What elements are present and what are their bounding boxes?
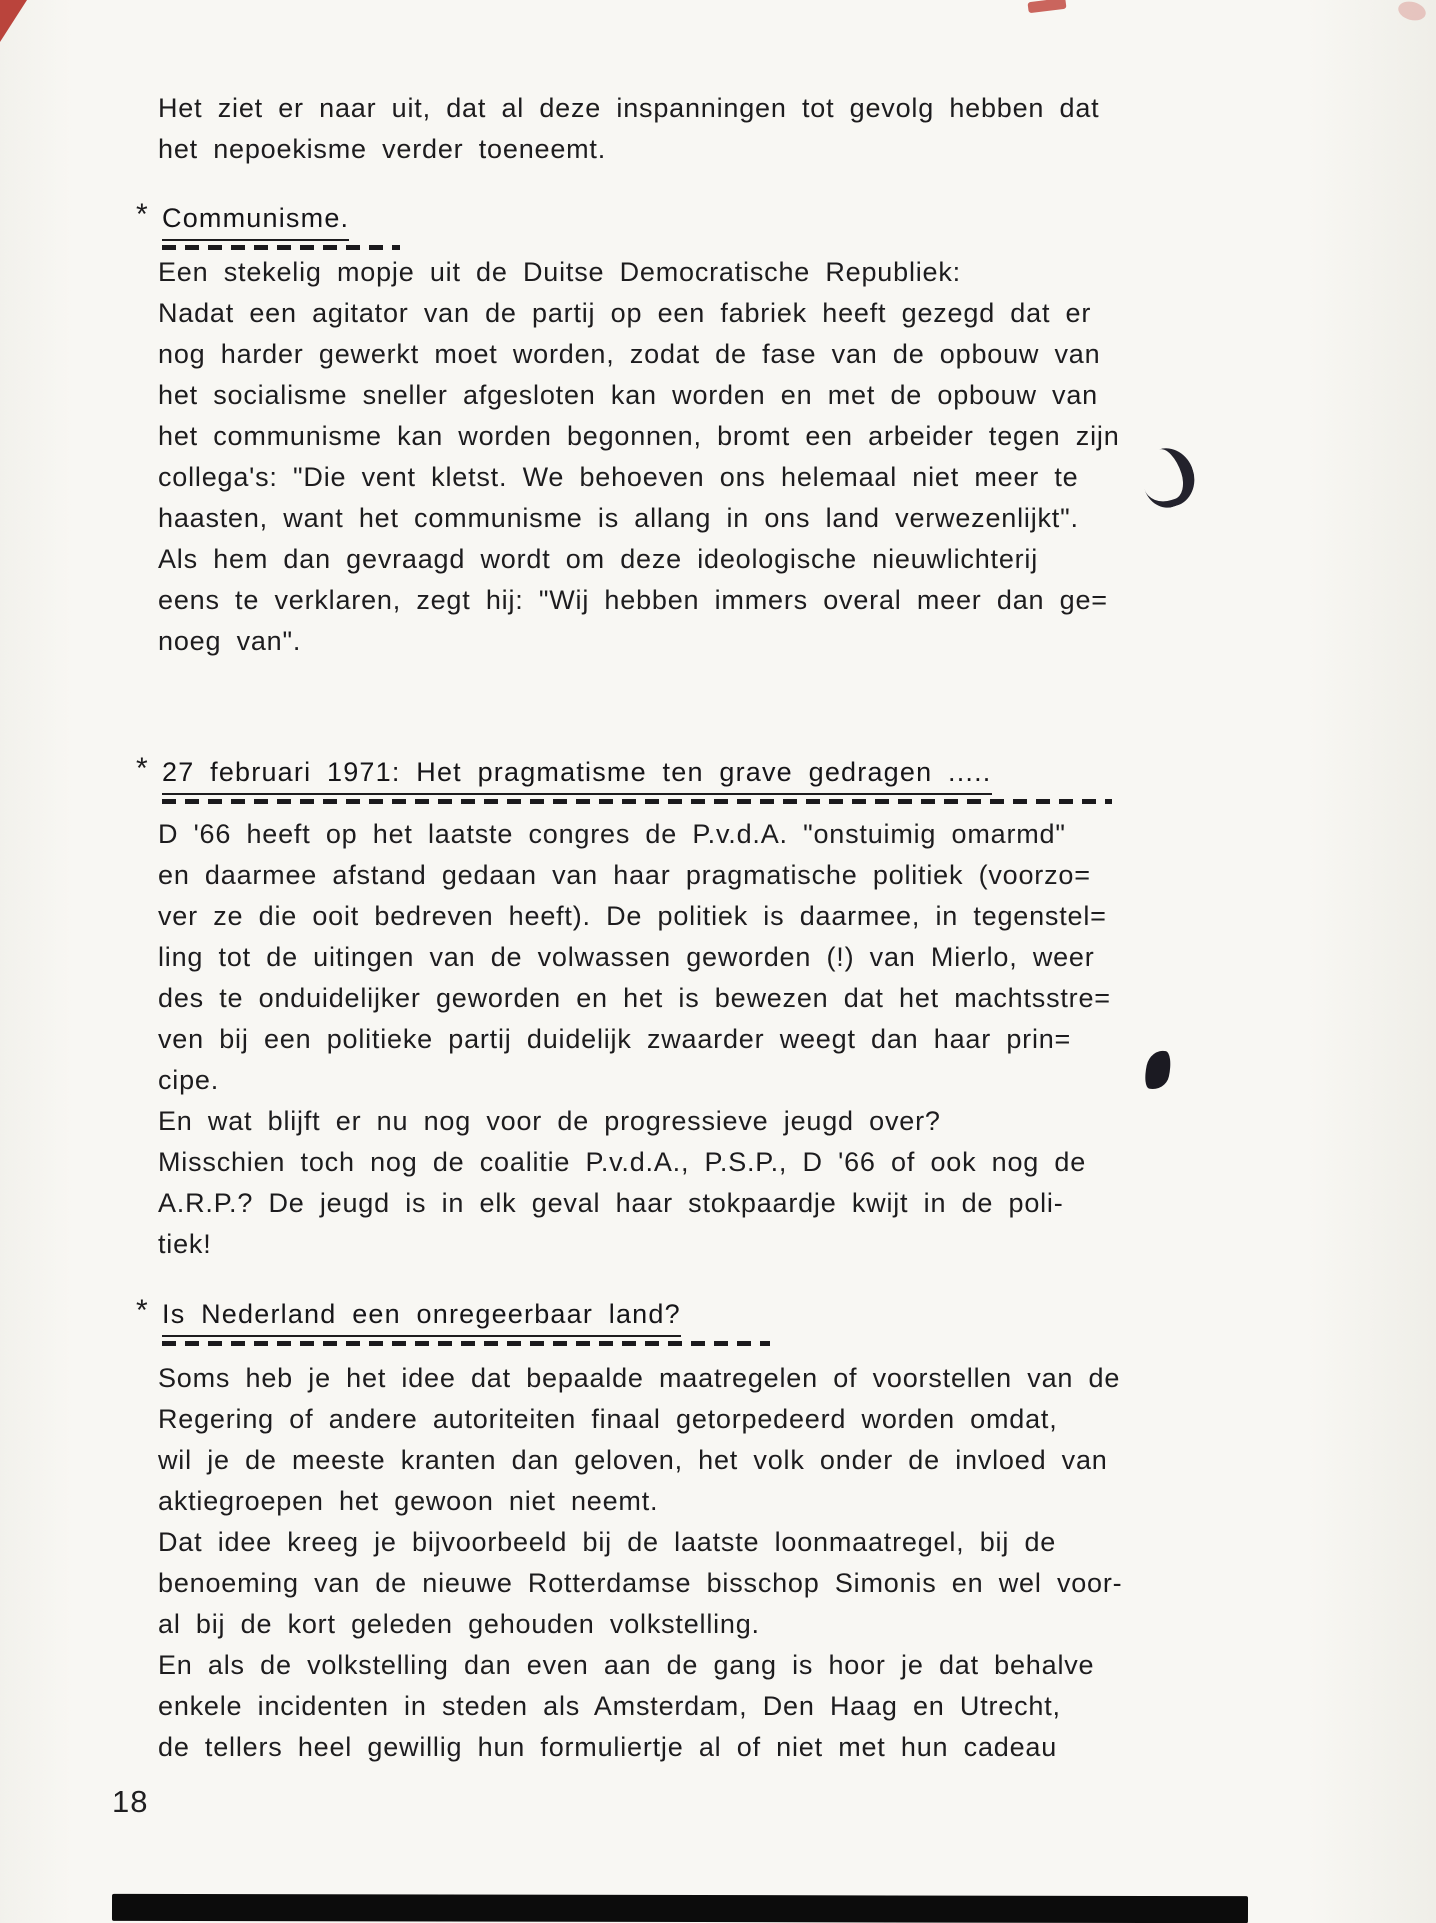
ink-blot [1142, 1048, 1174, 1092]
text-line: Het ziet er naar uit, dat al deze inspanningen tot gevolg hebben dat [158, 93, 1100, 123]
text-line: de tellers heel gewillig hun formuliertje al of niet met hun cadeau [158, 1732, 1058, 1762]
dashed-underline [162, 799, 1112, 804]
text-line: Als hem dan gevraagd wordt om deze ideologische nieuwlichterij [158, 544, 1039, 574]
section-title: Communisme. [162, 200, 349, 241]
red-pen-mark [1027, 0, 1066, 13]
text-line: en daarmee afstand gedaan van haar pragmatische politiek (voorzo= [158, 860, 1091, 890]
red-pen-mark [0, 0, 27, 42]
section-paragraph-communisme [158, 252, 1120, 662]
asterisk-marker: * [136, 752, 149, 785]
text-line: Dat idee kreeg je bijvoorbeeld bij de laatste loonmaatregel, bij de [158, 1527, 1057, 1557]
section-title: Is Nederland een onregeerbaar land? [162, 1296, 681, 1337]
text-line: eens te verklaren, zegt hij: "Wij hebben immers overal meer dan ge= [158, 585, 1108, 615]
section-paragraph-onregeerbaar-land [158, 1358, 1122, 1768]
section-heading-pragmatisme [136, 752, 1112, 804]
pink-smudge-mark [1396, 0, 1428, 23]
asterisk-marker: * [136, 198, 149, 231]
intro-paragraph [158, 88, 1099, 170]
text-line: Soms heb je het idee dat bepaalde maatregelen of voorstellen van de [158, 1363, 1121, 1393]
page-number: 18 [112, 1784, 149, 1819]
text-line: D '66 heeft op het laatste congres de P.v.d.A. "onstuimig omarmd" [158, 819, 1066, 849]
text-line: Misschien toch nog de coalitie P.v.d.A., P.S.P., D '66 of ook nog de [158, 1147, 1087, 1177]
text-line: aktiegroepen het gewoon niet neemt. [158, 1486, 659, 1516]
text-line: En wat blijft er nu nog voor de progressieve jeugd over? [158, 1106, 941, 1136]
text-line: Regering of andere autoriteiten finaal getorpedeerd worden omdat, [158, 1404, 1058, 1434]
text-line: Nadat een agitator van de partij op een fabriek heeft gezegd dat er [158, 298, 1092, 328]
text-line: des te onduidelijker geworden en het is bewezen dat het machtsstre= [158, 983, 1111, 1013]
section-title: 27 februari 1971: Het pragmatisme ten grave gedragen ..... [162, 754, 992, 795]
section-heading-communisme [136, 198, 400, 250]
dashed-underline [162, 245, 400, 250]
text-line: enkele incidenten in steden als Amsterdam, Den Haag en Utrecht, [158, 1691, 1061, 1721]
text-line: het socialisme sneller afgesloten kan worden en met de opbouw van [158, 380, 1098, 410]
text-line: Een stekelig mopje uit de Duitse Democratische Republiek: [158, 257, 961, 287]
text-line: ling tot de uitingen van de volwassen geworden (!) van Mierlo, weer [158, 942, 1095, 972]
text-line: het nepoekisme verder toeneemt. [158, 134, 607, 164]
text-line: En als de volkstelling dan even aan de gang is hoor je dat behalve [158, 1650, 1095, 1680]
text-line: al bij de kort geleden gehouden volkstelling. [158, 1609, 760, 1639]
text-line: ven bij een politieke partij duidelijk zwaarder weegt dan haar prin= [158, 1024, 1072, 1054]
text-line: noeg van". [158, 626, 302, 656]
dashed-underline [162, 1341, 770, 1346]
text-line: wil je de meeste kranten dan geloven, het volk onder de invloed van [158, 1445, 1108, 1475]
ink-blot [1134, 441, 1202, 513]
section-paragraph-pragmatisme [158, 814, 1111, 1265]
text-line: ver ze die ooit bedreven heeft). De politiek is daarmee, in tegenstel= [158, 901, 1107, 931]
text-line: het communisme kan worden begonnen, bromt een arbeider tegen zijn [158, 421, 1120, 451]
text-line: haasten, want het communisme is allang in ons land verwezenlijkt". [158, 503, 1079, 533]
text-line: collega's: "Die vent kletst. We behoeven ons helemaal niet meer te [158, 462, 1079, 492]
text-line: benoeming van de nieuwe Rotterdamse bisschop Simonis en wel voor- [158, 1568, 1123, 1598]
scan-edge-bar [112, 1894, 1248, 1923]
text-line: cipe. [158, 1065, 220, 1095]
asterisk-marker: * [136, 1294, 149, 1327]
text-line: tiek! [158, 1229, 212, 1259]
section-heading-onregeerbaar-land [136, 1294, 770, 1346]
text-line: nog harder gewerkt moet worden, zodat de fase van de opbouw van [158, 339, 1101, 369]
text-line: A.R.P.? De jeugd is in elk geval haar stokpaardje kwijt in de poli- [158, 1188, 1064, 1218]
